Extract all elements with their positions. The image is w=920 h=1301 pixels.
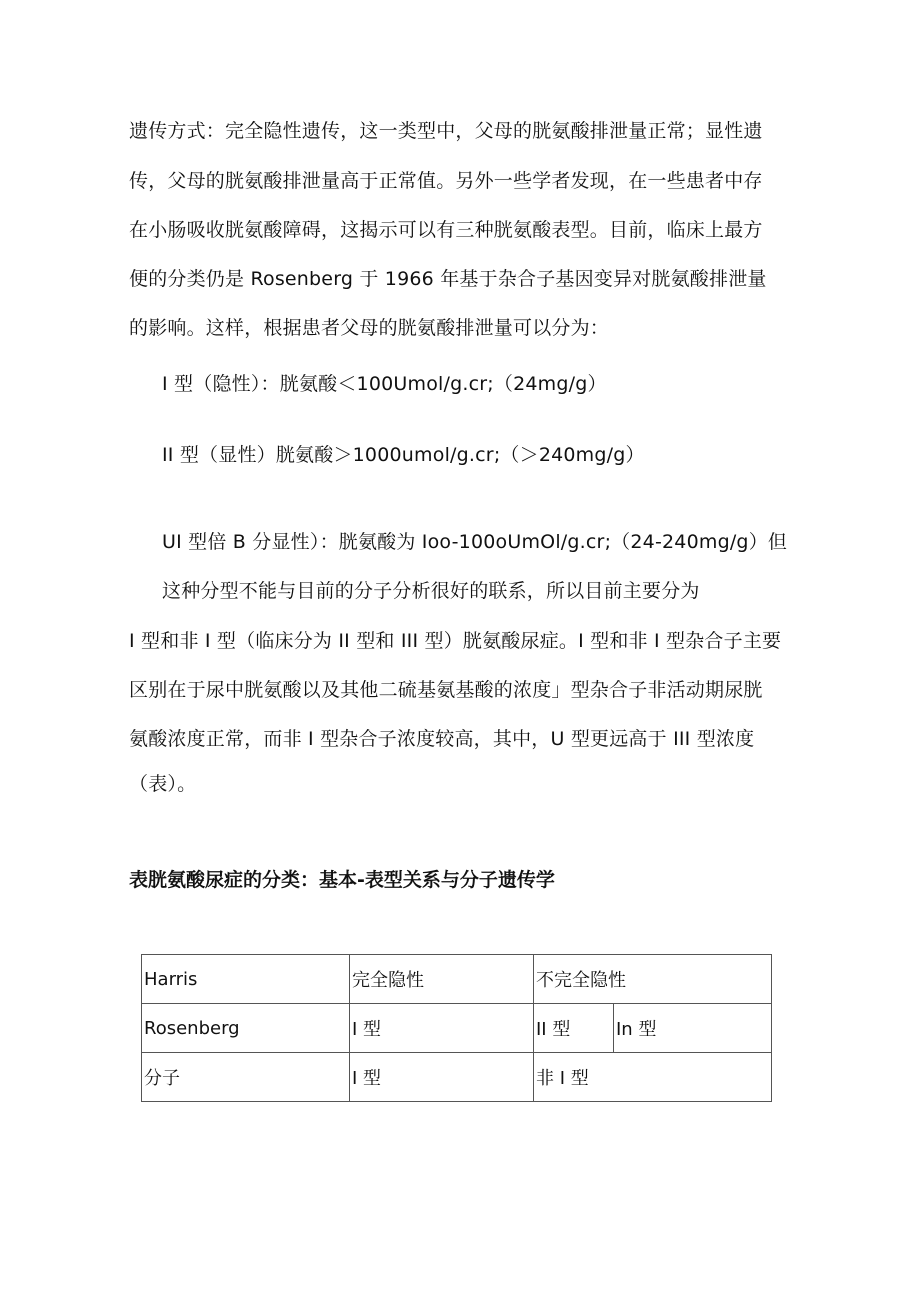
table-row — [142, 1053, 772, 1102]
table-row — [142, 955, 772, 1004]
type-iii-line: UI 型倍 B 分显性）：胱氨酸为 Ioo-100oUmOl/g.cr;（24-240mg/g）但 — [162, 531, 788, 553]
paragraph-line: （表）。 — [129, 773, 197, 795]
table-cell: In 型 — [614, 1004, 772, 1053]
paragraph-line: 的影响。这样，根据患者父母的胱氨酸排泄量可以分为： — [129, 317, 610, 339]
paragraph-line: 遗传方式：完全隐性遗传，这一类型中，父母的胱氨酸排泄量正常；显性遗 — [129, 120, 763, 142]
paragraph-line: 在小肠吸收胱氨酸障碍，这揭示可以有三种胱氨酸表型。目前，临床上最方 — [129, 219, 763, 241]
table-cell: I 型 — [350, 1053, 534, 1102]
paragraph-line: 氨酸浓度正常，而非 I 型杂合子浓度较高，其中，U 型更远高于 III 型浓度 — [129, 728, 755, 750]
paragraph-line: 这种分型不能与目前的分子分析很好的联系，所以目前主要分为 — [162, 580, 700, 602]
table-cell: 分子 — [142, 1053, 350, 1102]
table-cell: 不完全隐性 — [534, 955, 772, 1004]
table-cell: 非 I 型 — [534, 1053, 772, 1102]
table-cell: I 型 — [350, 1004, 534, 1053]
table-cell: II 型 — [534, 1004, 614, 1053]
table-cell: 完全隐性 — [350, 955, 534, 1004]
paragraph-line: 区别在于尿中胱氨酸以及其他二硫基氨基酸的浓度」型杂合子非活动期尿胱 — [129, 679, 763, 701]
paragraph-line: 传，父母的胱氨酸排泄量高于正常值。另外一些学者发现，在一些患者中存 — [129, 170, 763, 192]
type-ii-line: II 型（显性）胱氨酸＞1000umol/g.cr;（＞240mg/g） — [162, 444, 645, 466]
table-title: 表胱氨酸尿症的分类：基本-表型关系与分子遗传学 — [129, 869, 555, 891]
paragraph-line: 便的分类仍是 Rosenberg 于 1966 年基于杂合子基因变异对胱氨酸排泄量 — [129, 268, 767, 290]
type-i-line: I 型（隐性）：胱氨酸＜100Umol/g.cr;（24mg/g） — [162, 373, 607, 395]
table-cell: Harris — [142, 955, 350, 1004]
paragraph-line: I 型和非 I 型（临床分为 II 型和 III 型）胱氨酸尿症。I 型和非 I 型杂合子主要 — [129, 630, 782, 652]
table-row — [142, 1004, 772, 1053]
table-cell: Rosenberg — [142, 1004, 350, 1053]
classification-table — [141, 954, 772, 1102]
